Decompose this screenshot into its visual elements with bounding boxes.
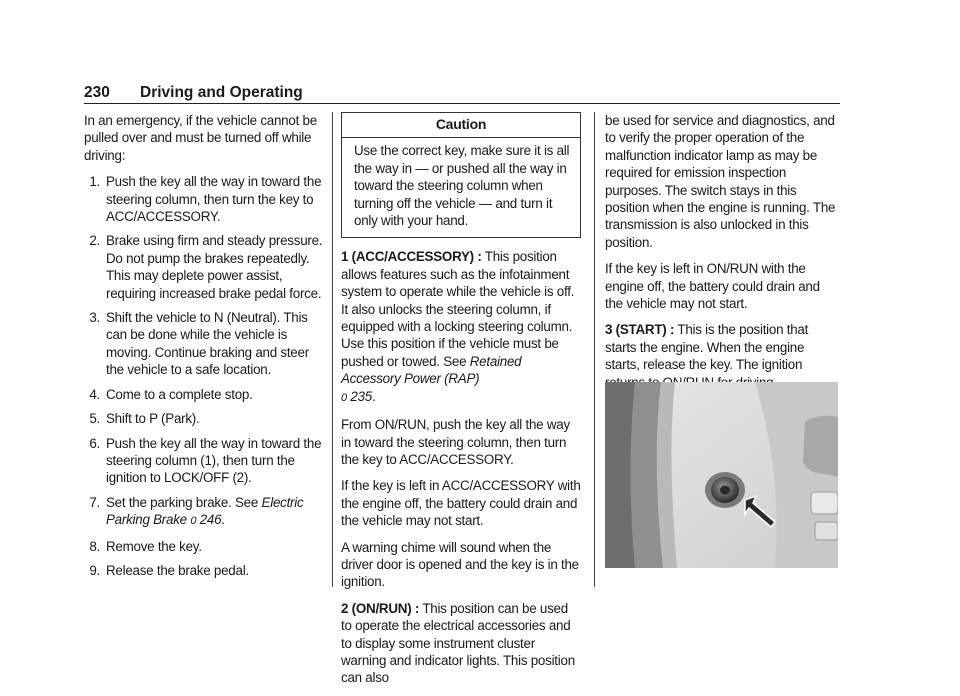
paragraph: From ON/RUN, push the key all the way in toward the steering column, then turn the key to ACC/ACCESSORY. — [341, 417, 570, 467]
caution-box — [341, 112, 581, 238]
acc-label: 1 (ACC/ACCESSORY) : — [341, 249, 482, 265]
paragraph: If the key is left in ACC/ACCESSORY with the engine off, the battery could drain and the vehicle may not start. — [341, 478, 581, 529]
column-2 — [341, 112, 581, 696]
list-item: 7. Set the parking brake. See Electric Parking Brake 0 246. — [89, 494, 304, 528]
ignition-illustration — [605, 382, 838, 568]
on-run-paragraph: 2 (ON/RUN) : This position can be used to operate the electrical accessories and to display some instrument cluster warning and indicator lights. This position can also — [341, 600, 575, 686]
paragraph: be used for service and diagnostics, and to verify the proper operation of the malfunction indicator lamp as may be required for emission inspection purposes. The switch stays in this position when the engine is running. The transmission is also unlocked in this position. — [605, 113, 836, 250]
list-item: 6. Push the key all the way in toward the steering column (1), then turn the ignition to LOCK/OFF (2). — [89, 435, 322, 486]
list-item: 1. Push the key all the way in toward the steering column, then turn the key to ACC/ACCESSORY. — [89, 174, 322, 225]
list-item: 4. Come to a complete stop. — [89, 386, 253, 402]
page-header — [84, 82, 840, 104]
column-1 — [84, 112, 324, 588]
caution-title: Caution — [342, 113, 580, 138]
intro-paragraph: In an emergency, if the vehicle cannot be pulled over and must be turned off while driving: — [84, 113, 317, 163]
header-rule — [84, 103, 840, 104]
column-divider-1 — [332, 112, 333, 587]
paragraph: A warning chime will sound when the driver door is opened and the key is in the ignition. — [341, 539, 579, 590]
list-item: 9. Release the brake pedal. — [89, 562, 249, 578]
paragraph: If the key is left in ON/RUN with the engine off, the battery could drain and the vehicle may not start. — [605, 261, 820, 312]
list-item: 3. Shift the vehicle to N (Neutral). This can be done while the vehicle is moving. Continue braking and steer the vehicle to a safe location. — [89, 310, 309, 378]
list-item: 5. Shift to P (Park). — [89, 411, 200, 427]
list-item: 8. Remove the key. — [89, 538, 202, 554]
acc-paragraph: 1 (ACC/ACCESSORY) : This position allows features such as the infotainment system to operate while the vehicle is off. It also unlocks the steering column, if equipped with a locking steering column. Use this position if the vehicle must be pushed or towed. See Retained Accessory Power (RAP) 0 235. — [341, 249, 575, 404]
cross-reference-link[interactable]: Retained Accessory Power (RAP) — [341, 353, 522, 387]
cross-reference-link[interactable]: Electric Parking Brake — [106, 494, 304, 528]
ignition-photo — [605, 382, 838, 568]
start-paragraph: 3 (START) : This is the position that starts the engine. When the engine starts, release the key. The ignition — [605, 322, 809, 373]
page-arrow-icon: 0 — [341, 391, 347, 404]
start-label: 3 (START) : — [605, 322, 675, 338]
column-divider-2 — [594, 112, 595, 587]
page-reference[interactable]: 235 — [350, 388, 372, 404]
list-item: 2. Brake using firm and steady pressure. Do not pump the brakes repeatedly. This may deplete power assist, requiring increased brake pedal force. — [89, 233, 323, 301]
page-number: 230 — [84, 84, 110, 101]
page-reference[interactable]: 246 — [199, 512, 222, 528]
on-run-label: 2 (ON/RUN) : — [341, 600, 420, 616]
steps-list — [84, 173, 324, 579]
caution-body: Use the correct key, make sure it is all the way in — or pushed all the way in toward the steering column when turning off the vehicle — and turn it only with your hand. — [354, 143, 570, 229]
page-arrow-icon: 0 — [190, 515, 197, 528]
section-title: Driving and Operating — [140, 84, 303, 101]
